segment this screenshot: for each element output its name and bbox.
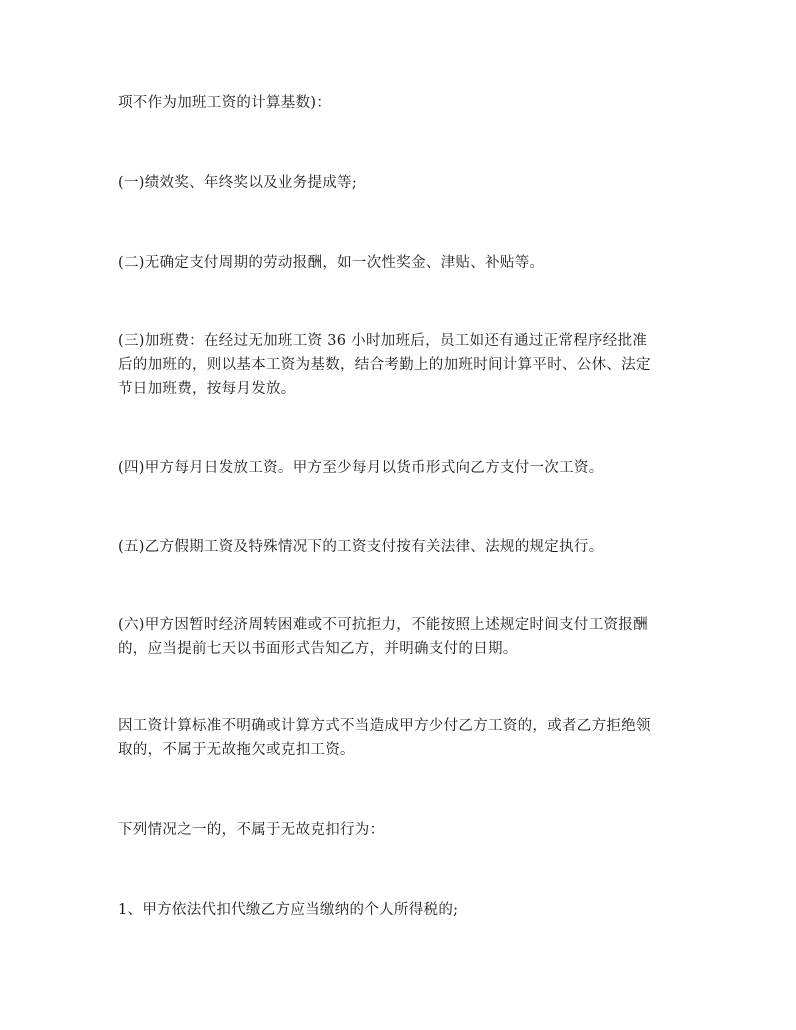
paragraph-overtime-base-note [118, 91, 684, 115]
text-line: (三)加班费：在经过无加班工资 36 小时加班后，员工如还有通过正常程序经批准 [118, 333, 648, 349]
paragraph-deduction-case-1-tax [118, 898, 684, 922]
paragraph-item-2-irregular-pay [118, 251, 684, 275]
text-line: 的，应当提前七天以书面形式告知乙方，并明确支付的日期。 [118, 641, 518, 657]
text-line: (五)乙方假期工资及特殊情况下的工资支付按有关法律、法规的规定执行。 [118, 539, 604, 555]
text-line: 后的加班的，则以基本工资为基数，结合考勤上的加班时间计算平时、公休、法定 [118, 357, 651, 373]
text-line: 因工资计算标准不明确或计算方式不当造成甲方少付乙方工资的，或者乙方拒绝领 [118, 718, 651, 734]
paragraph-item-5-holiday-pay [118, 535, 684, 559]
text-line: 节日加班费，按每月发放。 [118, 381, 296, 397]
text-line: 下列情况之一的，不属于无故克扣行为： [118, 822, 385, 838]
text-line: (四)甲方每月日发放工资。甲方至少每月以货币形式向乙方支付一次工资。 [118, 460, 604, 476]
text-line: 1、甲方依法代扣代缴乙方应当缴纳的个人所得税的; [118, 902, 459, 918]
paragraph-item-3-overtime-pay [118, 329, 684, 401]
paragraph-not-deduction-intro [118, 818, 684, 842]
paragraph-item-4-pay-schedule [118, 456, 684, 480]
text-line: (二)无确定支付周期的劳动报酬，如一次性奖金、津贴、补贴等。 [118, 255, 545, 271]
text-line: 项不作为加班工资的计算基数)： [118, 95, 332, 111]
paragraph-item-6-payment-delay [118, 613, 684, 661]
text-line: 取的，不属于无故拖欠或克扣工资。 [118, 742, 355, 758]
paragraph-unclear-pay-standard [118, 714, 684, 762]
text-line: (一)绩效奖、年终奖以及业务提成等; [118, 175, 358, 191]
text-line: (六)甲方因暂时经济周转困难或不可抗拒力，不能按照上述规定时间支付工资报酬 [118, 617, 648, 633]
paragraph-item-1-performance-bonus [118, 171, 684, 195]
